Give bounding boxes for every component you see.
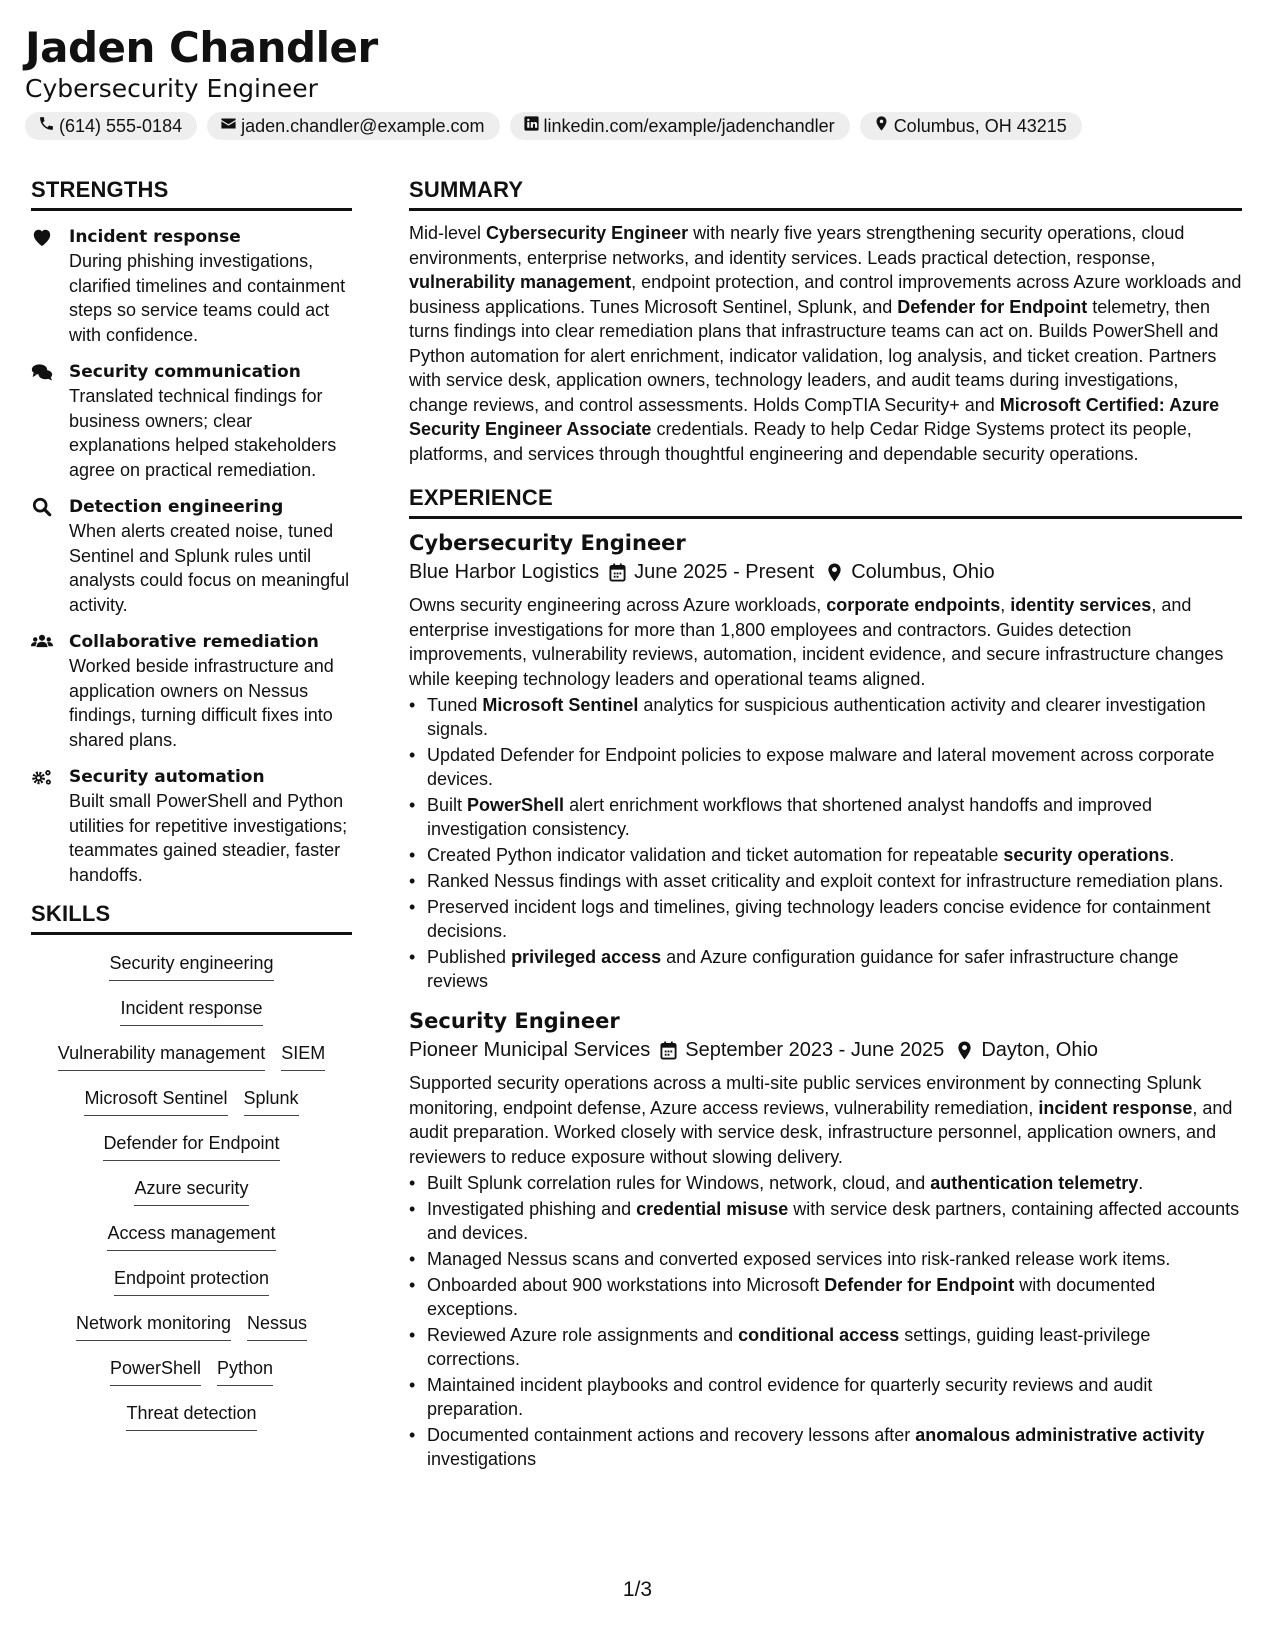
summary-heading: SUMMARY [409,176,1242,211]
bold-text: privileged access [511,947,662,967]
phone-icon [38,115,55,137]
bold-text: Microsoft Sentinel [482,695,639,715]
text-run: . [1138,1173,1144,1193]
strengths-list [31,225,352,887]
text-run: alert enrichment workflows that shortened analyst handoffs and improved investigation consistency. [427,795,1153,839]
text-run: settings, guiding least-privilege corrections. [427,1325,1151,1369]
bullet-item [409,843,1242,867]
skill-row [31,1086,352,1131]
search-icon [31,495,55,617]
text-run: credentials. Ready to help Cedar Ridge Systems protect its people, platforms, and services through thoughtful engineering and dependable security operations. [409,419,1192,464]
bullet-item [409,1273,1242,1321]
strength-description: During phishing investigations, clarified timelines and containment steps so service teams could act with confidence. [69,251,346,345]
text-run: with service desk partners, containing affected accounts and devices. [427,1199,1240,1243]
comments-icon [31,360,55,482]
strength-item [31,495,352,617]
job-dates: September 2023 - June 2025 [685,1039,945,1061]
skill-tag: Python [217,1356,273,1386]
bold-text: corporate endpoints [826,595,1001,615]
job-bullets [409,1171,1242,1471]
skill-tag: Azure security [134,1176,248,1206]
summary-text [409,221,1242,466]
bold-text: anomalous administrative activity [915,1425,1205,1445]
job-location: Dayton, Ohio [981,1039,1099,1061]
job-description [409,593,1242,691]
bold-text: PowerShell [467,795,565,815]
strength-item [31,630,352,752]
bullet-item [409,945,1242,993]
strength-title: Collaborative remediation [69,632,319,652]
gears-icon [31,765,55,887]
bold-text: Cybersecurity Engineer [486,223,689,243]
bold-text: vulnerability management [409,272,632,292]
strength-title: Detection engineering [69,497,284,517]
strength-title: Security automation [69,767,265,787]
candidate-name: Jaden Chandler [25,23,378,72]
text-run: Ranked Nessus findings with asset criticality and exploit context for infrastructure remediation plans. [427,871,1224,891]
strength-description: Built small PowerShell and Python utilities for repetitive investigations; teammates gained steadier, faster handoffs. [69,791,348,885]
skill-row [31,1041,352,1086]
contact-text: Columbus, OH 43215 [893,116,1067,136]
experience-heading: EXPERIENCE [409,484,1242,519]
text-run: Documented containment actions and recovery lessons after [427,1425,916,1445]
contact-phone[interactable] [25,112,197,140]
location-pin-icon [956,1041,973,1060]
job-description [409,1071,1242,1169]
strength-title: Security communication [69,362,301,382]
skill-tag: Vulnerability management [58,1041,265,1071]
job-company: Pioneer Municipal Services [409,1039,651,1061]
skill-row [31,1176,352,1221]
heart-icon [31,225,55,347]
text-run: with nearly five years strengthening security operations, cloud environments, enterprise networks, and identity services. Leads practical detection, response, [409,223,1185,268]
users-icon [31,630,55,752]
text-run: Supported security operations across a multi-site public services environment by connecting Splunk monitoring, endpoint defense, Azure access reviews, vulnerability remediation, [409,1073,1202,1118]
bullet-item [409,1197,1242,1245]
skill-tag: Incident response [120,996,262,1026]
skill-row [31,1356,352,1401]
skill-tag: Security engineering [109,951,273,981]
text-run: telemetry, then turns findings into clear remediation plans that infrastructure teams can act on. Builds PowerShell and Python automation for alert enrichment, indicator validation, log analysis, and ticket creation. Partners with service desk, application owners, technology leaders, and audit teams during investigations, change reviews, and control assessments. Holds CompTIA Security+ and [409,296,1219,415]
strength-description: Worked beside infrastructure and application owners on Nessus findings, turning difficult fixes into shared plans. [69,656,334,750]
strengths-section [31,176,352,887]
bullet-item [409,1171,1242,1195]
job-company: Blue Harbor Logistics [409,561,600,583]
text-run: Built [427,795,468,815]
skill-tag: Access management [107,1221,275,1251]
text-run: Created Python indicator validation and ticket automation for repeatable [427,845,1004,865]
text-run: Reviewed Azure role assignments and [427,1325,739,1345]
skill-row [31,1266,352,1311]
text-run: , [1000,595,1011,615]
skills-heading: SKILLS [31,900,352,935]
bold-text: Microsoft Certified: Azure Security Engineer Associate [409,394,1220,439]
skill-row [31,1131,352,1176]
bullet-item [409,895,1242,943]
skill-tag: PowerShell [110,1356,201,1386]
contact-text: linkedin.com/example/jadenchandler [543,116,835,136]
text-run: Onboarded about 900 workstations into Microsoft [427,1275,825,1295]
bold-text: conditional access [738,1325,900,1345]
envelope-icon [220,115,237,137]
job-location: Columbus, Ohio [851,561,995,583]
text-run: Maintained incident playbooks and control evidence for quarterly security reviews and audit preparation. [427,1375,1153,1419]
bold-text: security operations [1003,845,1170,865]
location-pin-icon [873,115,890,137]
text-run: and Azure configuration guidance for safer infrastructure change reviews [427,947,1179,991]
job-bullets [409,693,1242,993]
text-run: Tuned [427,695,483,715]
text-run: . [1169,845,1175,865]
bold-text: Defender for Endpoint [824,1275,1015,1295]
skill-tag: Network monitoring [76,1311,231,1341]
skill-tag: Endpoint protection [114,1266,269,1296]
skill-row [31,1311,352,1356]
contact-bar [25,112,1255,140]
text-run: Updated Defender for Endpoint policies to expose malware and lateral movement across corporate devices. [427,745,1215,789]
skill-tag: Nessus [247,1311,307,1341]
summary-section [409,176,1242,466]
text-run: , and audit preparation. Worked closely with service desk, infrastructure personnel, application owners, and reviewers to reduce exposure without slowing delivery. [409,1097,1233,1167]
bullet-item [409,1423,1242,1471]
experience-section [409,484,1242,1471]
text-run: with documented exceptions. [427,1275,1156,1319]
text-run: Built Splunk correlation rules for Windows, network, cloud, and [427,1173,931,1193]
text-run: Investigated phishing and [427,1199,637,1219]
contact-text: (614) 555-0184 [59,116,183,136]
strength-title: Incident response [69,227,241,247]
text-run: , endpoint protection, and control improvements across Azure workloads and business applications. Tunes Microsoft Sentinel, Splunk, and [409,272,1242,317]
bold-text: incident response [1038,1097,1193,1118]
bullet-item [409,793,1242,841]
skill-tag: Microsoft Sentinel [84,1086,227,1116]
resume-header [25,22,1255,140]
job-dates: June 2025 - Present [634,561,815,583]
skill-tag: Threat detection [126,1401,256,1431]
strengths-heading: STRENGTHS [31,176,352,211]
right-column [409,176,1242,1473]
bullet-item [409,1247,1242,1271]
skills-list [31,951,352,1446]
bold-text: Defender for Endpoint [897,296,1088,317]
job-meta [409,1035,1242,1065]
strength-item [31,225,352,347]
contact-text: jaden.chandler@example.com [241,116,485,136]
contact-location [860,112,1082,140]
text-run: Managed Nessus scans and converted exposed services into risk-ranked release work items. [427,1249,1171,1269]
strength-item [31,765,352,887]
bold-text: identity services [1010,595,1152,615]
job-entry [409,529,1242,993]
text-run: investigations [427,1449,537,1469]
candidate-headline: Cybersecurity Engineer [25,74,318,103]
text-run: analytics for suspicious authentication activity and clearer investigation signals. [427,695,1206,739]
bullet-item [409,693,1242,741]
strength-description: Translated technical findings for business owners; clear explanations helped stakeholders agree on practical remediation. [69,386,337,480]
left-column [31,176,352,1446]
job-title: Security Engineer [409,1009,620,1033]
skill-row [31,1401,352,1446]
job-entry [409,1007,1242,1471]
contact-email[interactable] [207,112,499,140]
calendar-icon [660,1041,677,1060]
strength-item [31,360,352,482]
skill-tag: Splunk [244,1086,299,1116]
bullet-item [409,1323,1242,1371]
skill-row [31,996,352,1041]
bold-text: authentication telemetry [930,1173,1139,1193]
calendar-icon [609,563,626,582]
linkedin-icon [523,115,540,137]
skills-section [31,900,352,1446]
bullet-item [409,743,1242,791]
bullet-item [409,869,1242,893]
skill-tag: SIEM [281,1041,325,1071]
skill-row [31,951,352,996]
text-run: Owns security engineering across Azure workloads, [409,595,827,615]
text-run: Mid-level [409,223,487,243]
text-run: , and enterprise investigations for more than 1,800 employees and contractors. Guides detection improvements, vulnerability reviews, automation, incident evidence, and secure infrastructure changes while keeping technology leaders and operational teams aligned. [409,595,1224,689]
bullet-item [409,1373,1242,1421]
skill-tag: Defender for Endpoint [103,1131,279,1161]
page-number: 1/3 [622,1578,653,1601]
contact-linkedin[interactable] [510,112,850,140]
job-list [409,529,1242,1471]
text-run: Preserved incident logs and timelines, giving technology leaders concise evidence for containment decisions. [427,897,1211,941]
skill-row [31,1221,352,1266]
job-meta [409,557,1242,587]
job-title: Cybersecurity Engineer [409,531,686,555]
text-run: Published [427,947,512,967]
bold-text: credential misuse [636,1199,789,1219]
location-pin-icon [826,563,843,582]
strength-description: When alerts created noise, tuned Sentinel and Splunk rules until analysts could focus on meaningful activity. [69,521,350,615]
